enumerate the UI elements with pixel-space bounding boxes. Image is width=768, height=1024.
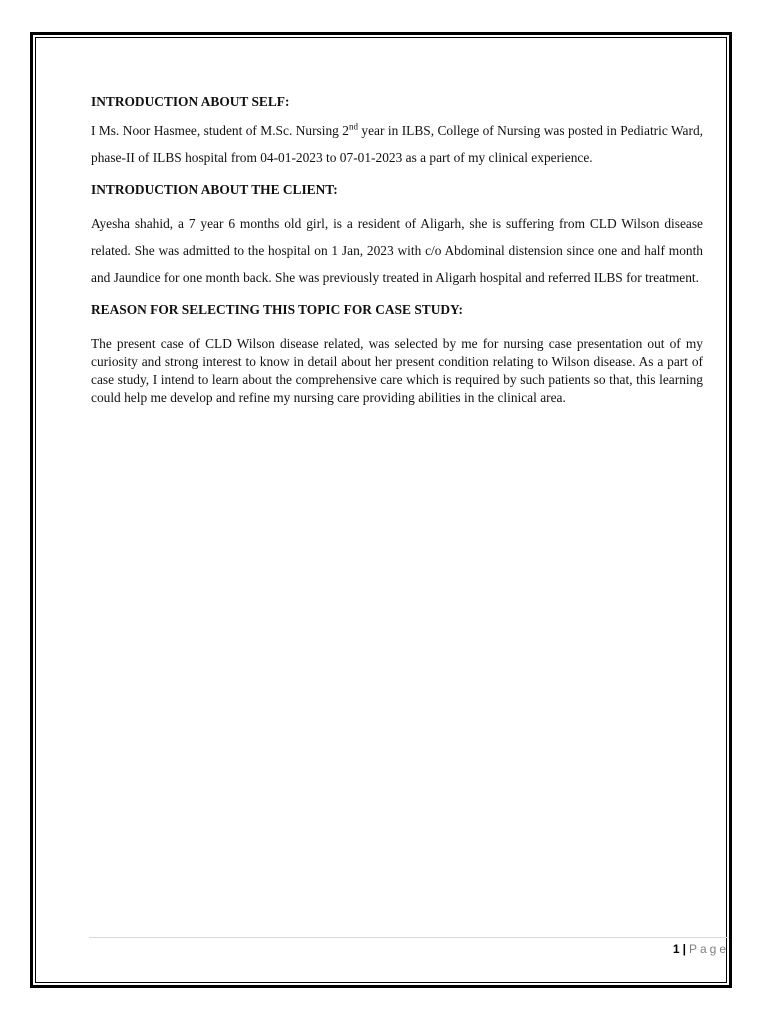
footer-separator: | <box>682 942 686 956</box>
page-footer <box>673 941 729 957</box>
paragraph-reason-topic: The present case of CLD Wilson disease related, was selected by me for nursing case presentation out of my curiosity and strong interest to know in detail about her present condition relating to Wilson disease. As a part of case study, I intend to learn about the comprehensive care which is required by such patients so that, this learning could help me develop and refine my nursing care providing abilities in the clinical area. <box>91 336 703 405</box>
paragraph-introduction-self <box>91 117 703 171</box>
footer-divider <box>89 937 729 938</box>
paragraph-text-start: I Ms. Noor Hasmee, student of M.Sc. Nursing 2 <box>91 123 349 138</box>
heading-introduction-self: INTRODUCTION ABOUT SELF: <box>91 94 290 109</box>
document-body <box>91 91 703 407</box>
paragraph-introduction-client: Ayesha shahid, a 7 year 6 months old girl, is a resident of Aligarh, she is suffering from CLD Wilson disease related. She was admitted to the hospital on 1 Jan, 2023 with c/o Abdominal distension since one and half month and Jaundice for one month back. She was previously treated in Aligarh hospital and referred ILBS for treatment. <box>91 216 703 285</box>
heading-reason-topic: REASON FOR SELECTING THIS TOPIC FOR CASE STUDY: <box>91 302 463 317</box>
page-number: 1 <box>672 942 680 956</box>
ordinal-suffix: nd <box>348 121 358 132</box>
paragraph-text-end: year in ILBS, College of Nursing was posted in Pediatric Ward, phase-II of ILBS hospital from 04-01-2023 to 07-01-2023 as a part of my clinical experience. <box>91 123 703 165</box>
heading-introduction-client: INTRODUCTION ABOUT THE CLIENT: <box>91 182 338 197</box>
page-label: Page <box>688 942 729 956</box>
